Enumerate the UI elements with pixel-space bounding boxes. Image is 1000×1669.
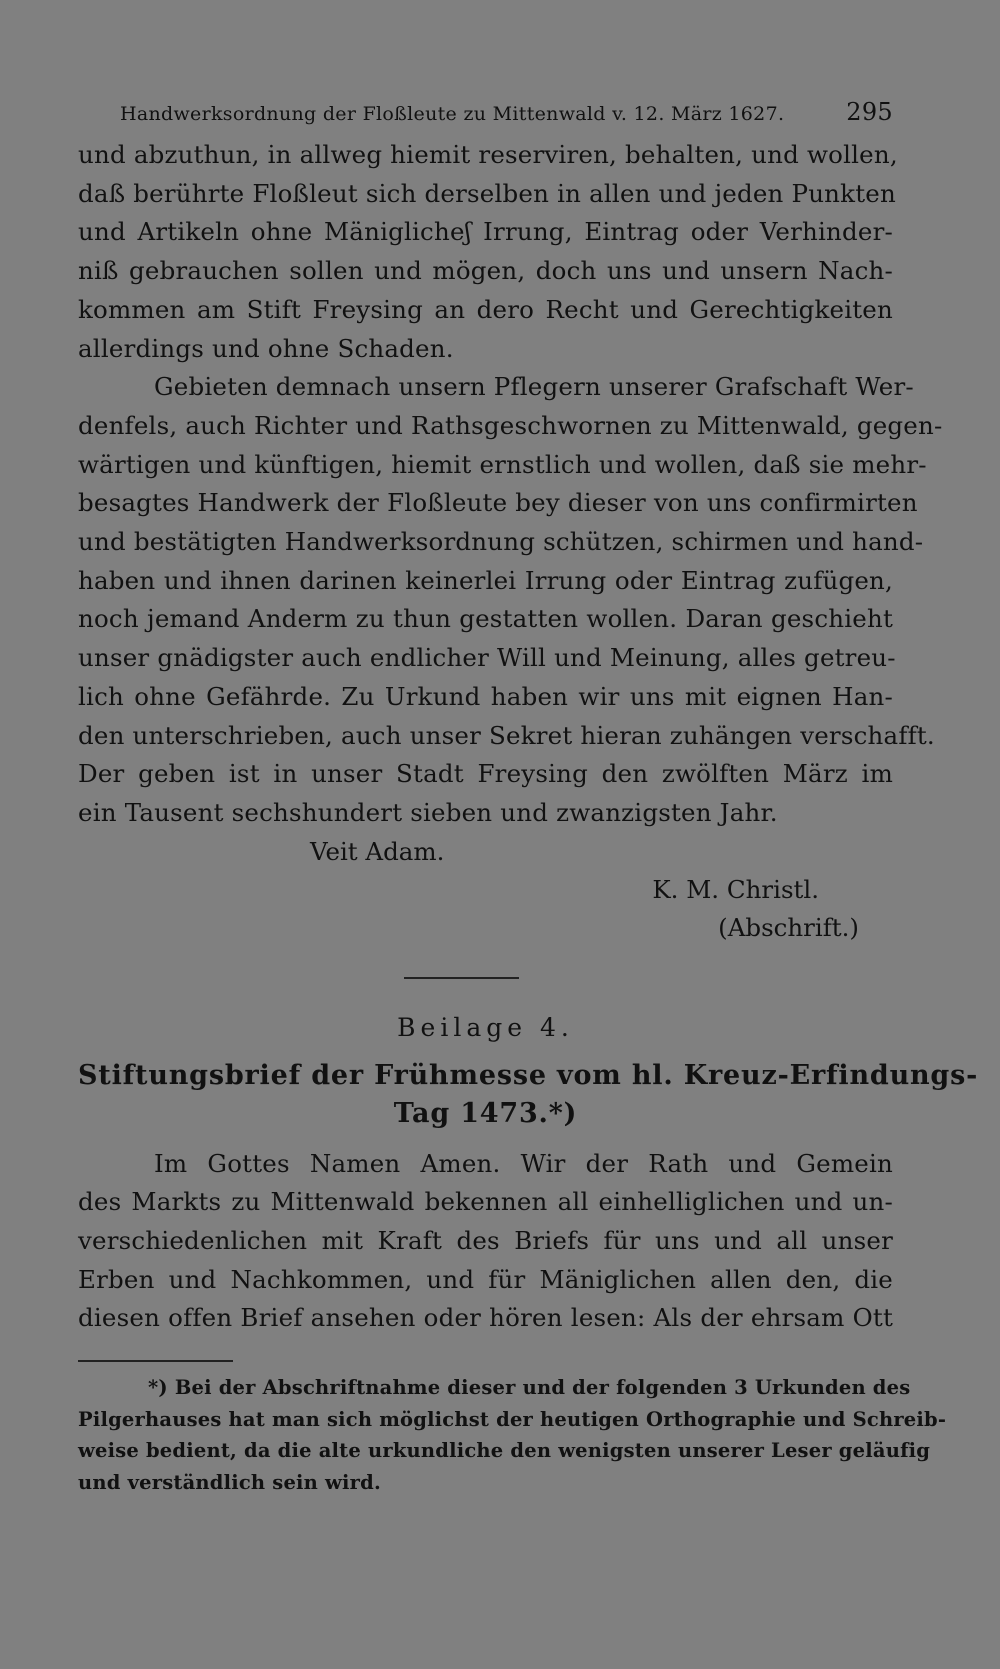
paragraph-3: [78, 1145, 893, 1339]
document-page: [78, 98, 979, 1498]
text-line: Erben und Nachkommen, und für Mäniglichen allen den, die: [78, 1264, 893, 1294]
page-number: 295: [846, 98, 893, 126]
paragraph-2: [78, 368, 943, 832]
text-line: haben und ihnen darinen keinerlei Irrung oder Eintrag zufügen,: [78, 565, 893, 595]
signature-copyist: K. M. Christl.: [652, 874, 819, 904]
text-line: kommen am Stift Freysing an dero Recht und Gerechtigkeiten: [78, 294, 893, 324]
text-line: besagtes Handwerk der Floßleute bey dieser von uns confirmirten: [78, 488, 918, 518]
text-line: und bestätigten Handwerksordnung schützen, schirmen und hand-: [78, 527, 924, 557]
text-line: noch jemand Anderm zu thun gestatten wollen. Daran geschieht: [78, 604, 893, 634]
document-title: [78, 1057, 979, 1133]
signature-note: (Abschrift.): [718, 912, 859, 942]
text-line: den unterschrieben, auch unser Sekret hieran zuhängen verschafft.: [78, 720, 935, 750]
text-line: diesen offen Brief ansehen oder hören lesen: Als der ehrsam Ott: [78, 1303, 893, 1333]
paragraph-1: [78, 136, 898, 368]
footnote-line: weise bedient, da die alte urkundliche den wenigsten unserer Leser geläufig: [78, 1439, 931, 1463]
text-line: des Markts zu Mittenwald bekennen all einhelliglichen und un-: [78, 1187, 893, 1217]
text-line: Der geben ist in unser Stadt Freysing den zwölften März im: [78, 759, 893, 789]
running-header: [78, 98, 893, 138]
signature-name: Veit Adam.: [310, 836, 445, 866]
text-line: und Artikeln ohne Mäniglicheʃ Irrung, Eintrag oder Verhinder-: [78, 217, 893, 247]
text-line: denfels, auch Richter und Rathsgeschwornen zu Mittenwald, gegen-: [78, 410, 943, 440]
text-line: ein Tausent sechshundert sieben und zwanzigsten Jahr.: [78, 797, 778, 827]
footnote-line: und verständlich sein wird.: [78, 1470, 381, 1494]
title-line-1: Stiftungsbrief der Frühmesse vom hl. Kreuz-Erfindungs-: [78, 1059, 979, 1091]
text-line: verschiedenlichen mit Kraft des Briefs für uns und all unser: [78, 1226, 893, 1256]
footnote-divider: [78, 1360, 233, 1362]
text-line: Gebieten demnach unsern Pflegern unserer Grafschaft Wer-: [154, 372, 914, 402]
text-line: daß berührte Floßleut sich derselben in allen und jeden Punkten: [78, 178, 896, 208]
appendix-heading: Beilage 4.: [397, 1012, 574, 1042]
text-line: wärtigen und künftigen, hiemit ernstlich und wollen, daß sie mehr-: [78, 449, 927, 479]
footnote-line: Pilgerhauses hat man sich möglichst der heutigen Orthographie und Schreib-: [78, 1407, 947, 1431]
footnote: [78, 1372, 947, 1498]
footnote-line: *) Bei der Abschriftnahme dieser und der folgenden 3 Urkunden des: [148, 1376, 911, 1400]
text-line: Im Gottes Namen Amen. Wir der Rath und Gemein: [154, 1148, 893, 1178]
running-title: Handwerksordnung der Floßleute zu Mittenwald v. 12. März 1627.: [120, 103, 785, 125]
section-divider: [404, 977, 519, 979]
text-line: unser gnädigster auch endlicher Will und Meinung, alles getreu-: [78, 643, 896, 673]
text-line: allerdings und ohne Schaden.: [78, 333, 454, 363]
text-line: lich ohne Gefährde. Zu Urkund haben wir uns mit eignen Han-: [78, 681, 893, 711]
title-line-2: Tag 1473.*): [393, 1097, 578, 1129]
text-line: niß gebrauchen sollen und mögen, doch uns und unsern Nach-: [78, 256, 893, 286]
text-line: und abzuthun, in allweg hiemit reserviren, behalten, und wollen,: [78, 140, 898, 169]
